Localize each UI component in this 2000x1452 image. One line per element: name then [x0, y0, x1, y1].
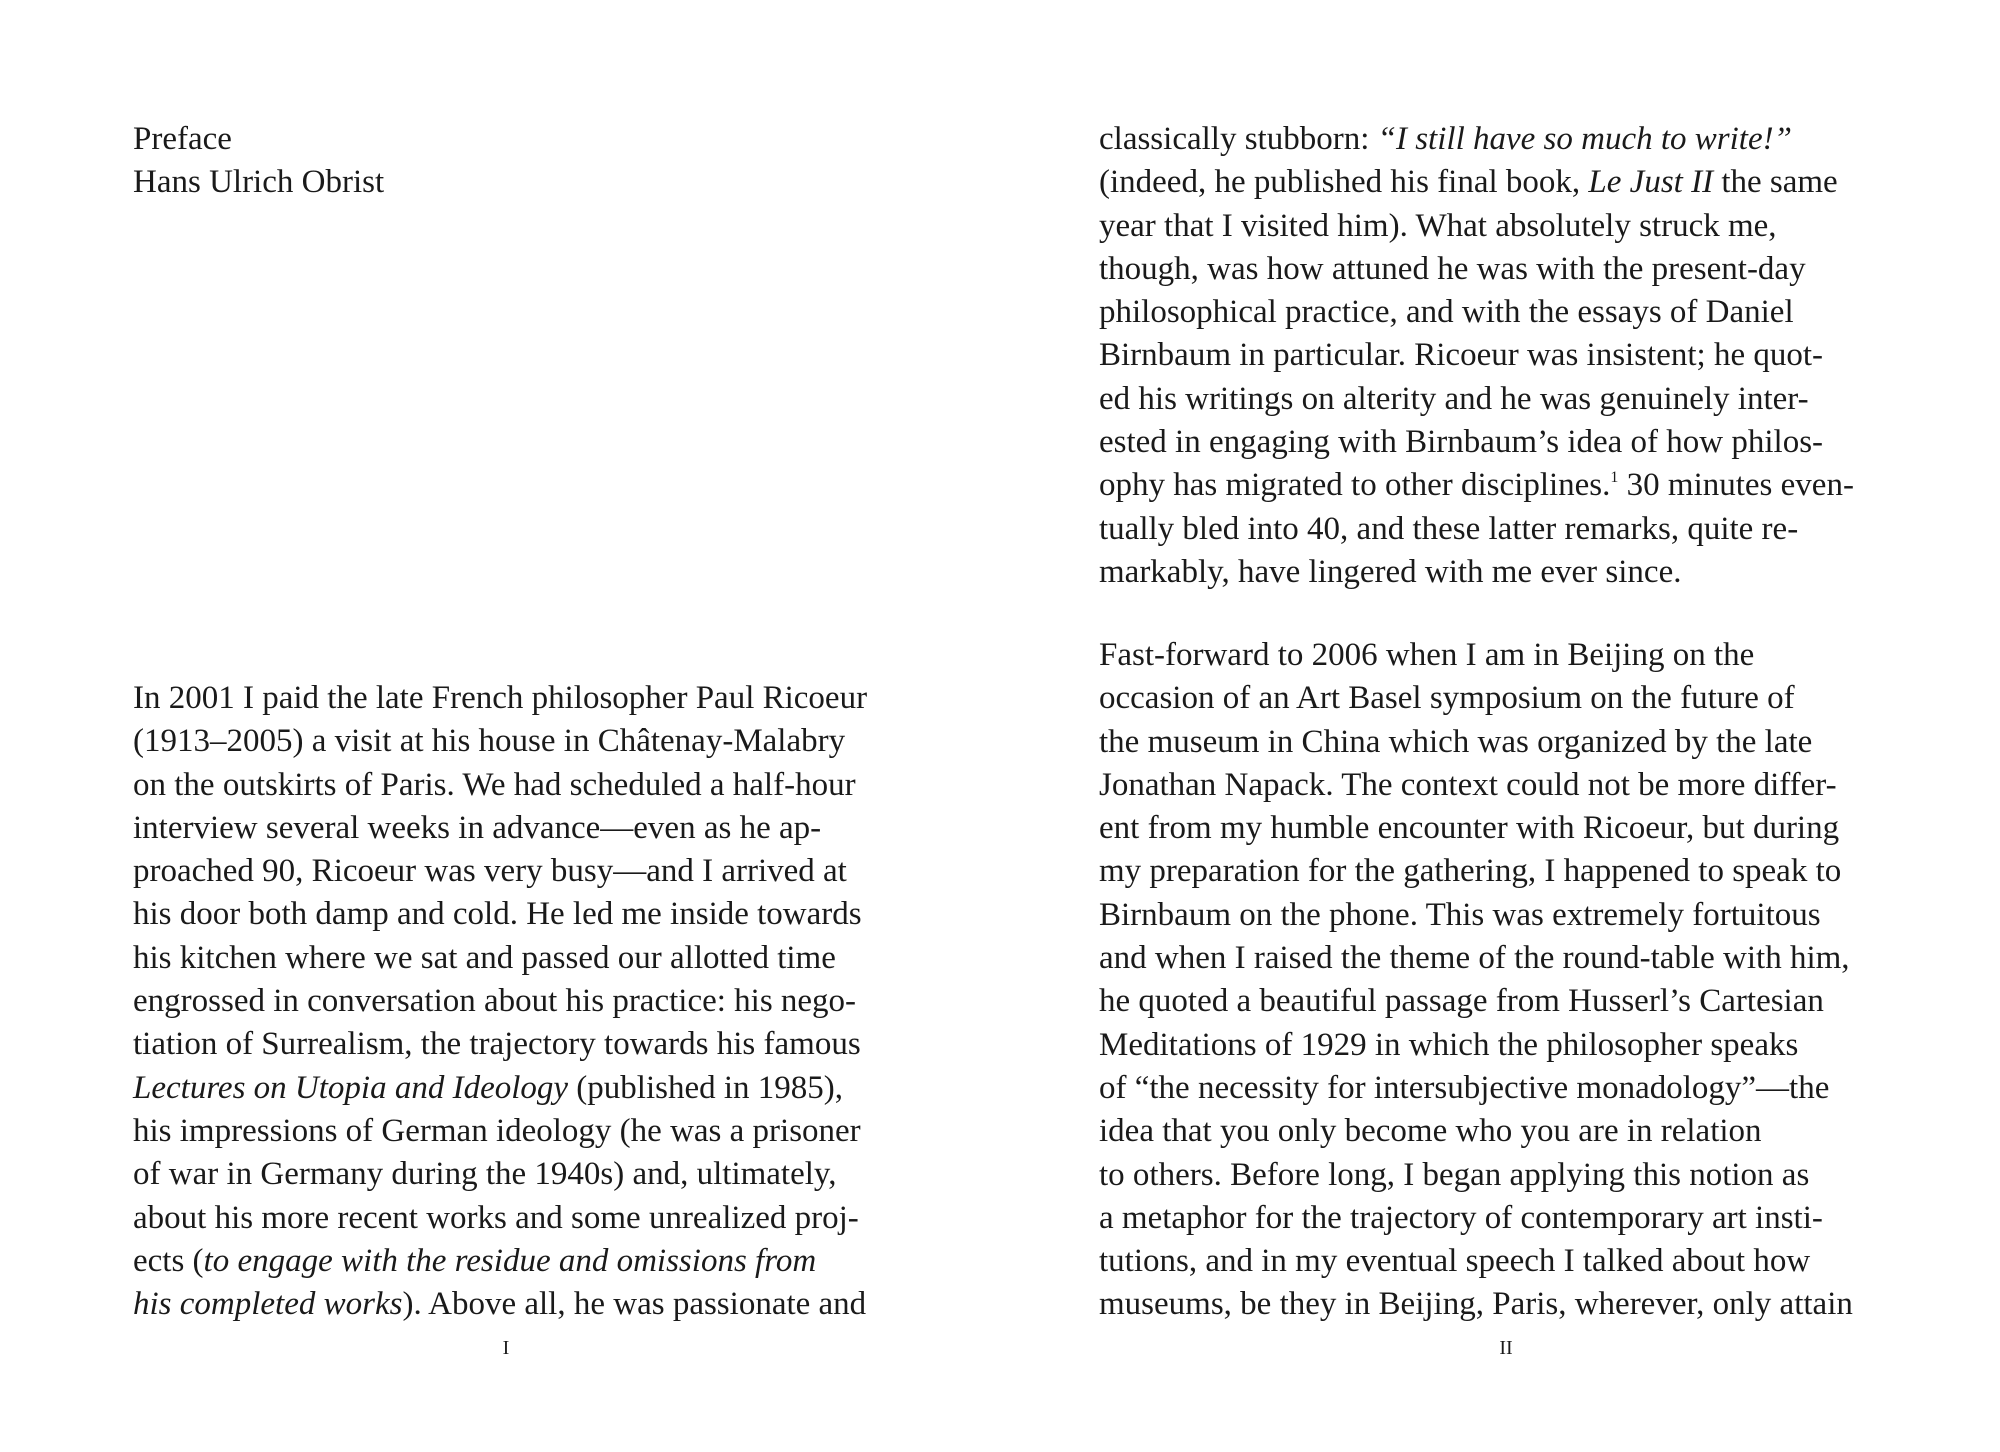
- body-paragraph: [133, 677, 867, 1326]
- text-run: classically stubborn:: [1099, 121, 1378, 157]
- text-line: [1099, 1240, 1853, 1283]
- body-paragraph-1: [1099, 118, 1854, 594]
- text-run: Meditations of 1929 in which the philosopher speaks: [1099, 1026, 1799, 1063]
- text-line: [133, 807, 867, 850]
- page-number: II: [1499, 1337, 1513, 1359]
- text-run: tiation of Surrealism, the trajectory towards his famous: [133, 1026, 861, 1063]
- text-line: [133, 937, 867, 980]
- footnote-marker: 1: [1610, 469, 1619, 487]
- text-line: [1099, 464, 1854, 507]
- text-line: [1099, 118, 1854, 161]
- text-line: [133, 764, 867, 807]
- text-run: museums, be they in Beijing, Paris, wherever, only attain: [1099, 1286, 1853, 1323]
- italic-text: Lectures on Utopia and Ideology: [133, 1069, 569, 1106]
- text-line: [1099, 421, 1854, 464]
- text-line: [133, 1240, 867, 1283]
- text-line: [133, 720, 867, 763]
- text-line: [1099, 634, 1853, 677]
- text-line: [1099, 248, 1854, 291]
- text-run: his kitchen where we sat and passed our allotted time: [133, 939, 836, 976]
- text-run: and when I raised the theme of the round-table with him,: [1099, 940, 1850, 977]
- text-run: ). Above all, he was passionate and: [402, 1286, 867, 1323]
- text-line: [133, 850, 867, 893]
- left-page: [133, 0, 923, 1452]
- text-run: proached 90, Ricoeur was very busy—and I arrived at: [133, 853, 847, 890]
- text-line: [1099, 205, 1854, 248]
- text-run: ophy has migrated to other disciplines.: [1099, 467, 1611, 504]
- text-line: [1099, 378, 1854, 421]
- text-run: (published in 1985),: [568, 1069, 844, 1106]
- text-line: [1099, 1283, 1853, 1326]
- text-line: [1099, 1067, 1853, 1110]
- text-line: [1099, 508, 1854, 551]
- text-line: [133, 1110, 867, 1153]
- text-run: ested in engaging with Birnbaum’s idea of how philos-: [1099, 424, 1824, 461]
- text-run: ent from my humble encounter with Ricoeur, but during: [1099, 810, 1840, 847]
- text-line: [133, 1283, 867, 1326]
- body-paragraph-2: [1099, 634, 1853, 1327]
- text-line: [1099, 1197, 1853, 1240]
- text-run: Fast-forward to 2006 when I am in Beijing on the: [1099, 637, 1755, 673]
- text-run: markably, have lingered with me ever since.: [1099, 553, 1682, 590]
- text-run: (1913–2005) a visit at his house in Châtenay-Malabry: [133, 723, 846, 760]
- italic-text: his completed works: [133, 1286, 403, 1323]
- text-run: though, was how attuned he was with the present-day: [1099, 250, 1806, 287]
- text-line: [1099, 161, 1854, 204]
- text-run: his door both damp and cold. He led me inside towards: [133, 896, 862, 933]
- text-run: a metaphor for the trajectory of contemporary art insti-: [1099, 1199, 1823, 1236]
- text-line: [1099, 1110, 1853, 1153]
- text-line: [133, 893, 867, 936]
- text-line: [1099, 937, 1853, 980]
- text-run: my preparation for the gathering, I happened to speak to: [1099, 853, 1842, 890]
- text-run: Birnbaum in particular. Ricoeur was insistent; he quot-: [1099, 337, 1824, 374]
- text-run: Birnbaum on the phone. This was extremely fortuitous: [1099, 896, 1821, 933]
- text-run: the same: [1713, 164, 1838, 201]
- text-run: (indeed, he published his final book,: [1099, 164, 1589, 201]
- text-line: [133, 980, 867, 1023]
- text-line: [1099, 1024, 1853, 1067]
- text-line: [1099, 677, 1853, 720]
- italic-text: Le Just II: [1588, 164, 1714, 201]
- page-number: I: [502, 1337, 510, 1359]
- text-run: ects (: [133, 1242, 204, 1279]
- text-run: In 2001 I paid the late French philosopher Paul Ricoeur: [133, 680, 868, 716]
- text-run: engrossed in conversation about his practice: his nego-: [133, 983, 857, 1020]
- text-run: idea that you only become who you are in relation: [1099, 1113, 1762, 1150]
- right-page: [1099, 0, 1889, 1452]
- text-line: [1099, 807, 1853, 850]
- section-title: Preface: [133, 121, 232, 157]
- text-run: his impressions of German ideology (he was a prisoner: [133, 1112, 861, 1149]
- text-run: tutions, and in my eventual speech I talked about how: [1099, 1243, 1811, 1280]
- text-run: philosophical practice, and with the essays of Daniel: [1099, 294, 1794, 331]
- text-run: to others. Before long, I began applying this notion as: [1099, 1156, 1810, 1193]
- text-run: about his more recent works and some unrealized proj-: [133, 1199, 859, 1236]
- text-run: ed his writings on alterity and he was genuinely inter-: [1099, 380, 1809, 417]
- text-line: [1099, 1154, 1853, 1197]
- author-name: Hans Ulrich Obrist: [133, 164, 385, 201]
- text-line: [1099, 721, 1853, 764]
- text-line: [133, 1197, 867, 1240]
- text-run: on the outskirts of Paris. We had scheduled a half-hour: [133, 766, 856, 803]
- text-run: interview several weeks in advance—even as he ap-: [133, 809, 822, 846]
- text-run: occasion of an Art Basel symposium on the future of: [1099, 680, 1795, 717]
- text-run: of “the necessity for intersubjective monadology”—the: [1099, 1069, 1830, 1106]
- text-line: [133, 1023, 867, 1066]
- italic-text: to engage with the residue and omissions from: [203, 1242, 817, 1279]
- text-line: [1099, 551, 1854, 594]
- text-line: [133, 1153, 867, 1196]
- text-line: [1099, 980, 1853, 1023]
- text-line: [1099, 291, 1854, 334]
- preface-heading: [133, 118, 384, 205]
- text-run: year that I visited him). What absolutely struck me,: [1099, 207, 1777, 244]
- italic-text: “I still have so much to write!”: [1377, 121, 1792, 157]
- text-line: [133, 1067, 867, 1110]
- text-run: he quoted a beautiful passage from Husserl’s Cartesian: [1099, 983, 1824, 1020]
- text-run: of war in Germany during the 1940s) and, ultimately,: [133, 1156, 837, 1193]
- text-run: Jonathan Napack. The context could not be more differ-: [1099, 766, 1837, 803]
- text-run: the museum in China which was organized by the late: [1099, 723, 1813, 760]
- text-line: [133, 677, 867, 720]
- text-run: tually bled into 40, and these latter remarks, quite re-: [1099, 510, 1799, 547]
- text-run: 30 minutes even-: [1618, 467, 1854, 504]
- text-line: [1099, 764, 1853, 807]
- text-line: [1099, 334, 1854, 377]
- text-line: [1099, 894, 1853, 937]
- text-line: [1099, 850, 1853, 893]
